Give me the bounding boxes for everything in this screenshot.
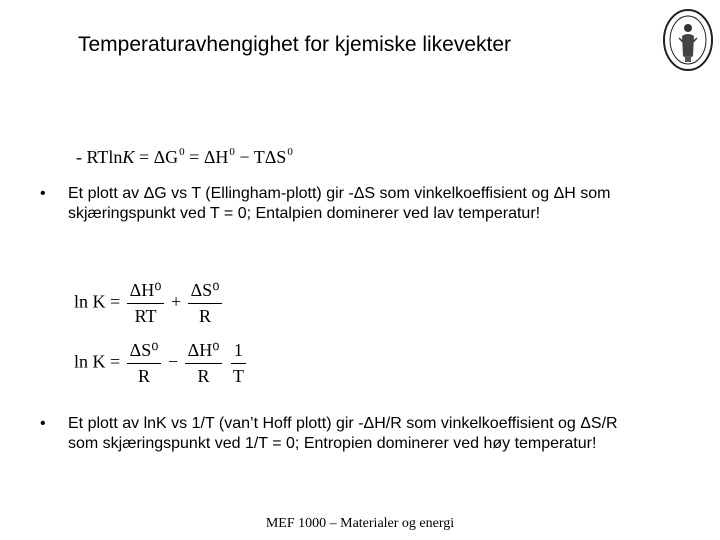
bullet-marker: • xyxy=(40,415,46,432)
eq3-frac-3 xyxy=(231,340,246,387)
eq3-den3: T xyxy=(232,366,244,386)
bullet-text: Et plott av ΔG vs T (Ellingham-plott) gir -ΔS som vinkelkoeffisient og ΔH som skjæringspunkt ved T = 0; Entalpien dominerer ved lav temperatur! xyxy=(68,185,611,222)
eq3-frac-1 xyxy=(127,340,162,387)
equation-lnk-2 xyxy=(74,340,248,387)
eq3-op: − xyxy=(167,351,179,372)
equation-lnk-1 xyxy=(74,280,224,327)
eq3-lhs: ln K = xyxy=(74,351,121,372)
eq2-num2: ΔS⁰ xyxy=(188,280,223,304)
eq2-frac-2 xyxy=(188,280,223,327)
eq-sup-c: 0 xyxy=(287,146,293,158)
eq2-num1: ΔH⁰ xyxy=(127,280,165,304)
eq2-den2: R xyxy=(199,306,212,326)
eq-prefix: - RTln xyxy=(76,147,123,167)
eq3-frac-2 xyxy=(185,340,223,387)
eq3-num1: ΔS⁰ xyxy=(127,340,162,364)
slide-title: Temperaturavhengighet for kjemiske likevekter xyxy=(78,33,512,56)
eq3-num2: ΔH⁰ xyxy=(185,340,223,364)
eq3-den1: R xyxy=(138,366,151,386)
eq3-den2: R xyxy=(197,366,210,386)
eq2-frac-1 xyxy=(127,280,165,327)
university-seal-logo xyxy=(662,8,714,72)
eq2-op: + xyxy=(170,291,182,312)
bullet-text: Et plott av lnK vs 1/T (van’t Hoff plott) gir -ΔH/R som vinkelkoeffisient og ΔS/R som skjæringspunkt ved 1/T = 0; Entropien dominerer ved høy temperatur! xyxy=(68,415,618,452)
eq-k: K xyxy=(122,147,135,167)
eq2-lhs: ln K = xyxy=(74,291,121,312)
eq-part2: = ΔH xyxy=(184,147,229,167)
eq-sup-b: 0 xyxy=(229,146,235,158)
eq-part1: = ΔG xyxy=(134,147,179,167)
slide-footer: MEF 1000 – Materialer og energi xyxy=(265,516,455,531)
eq3-num3: 1 xyxy=(231,340,246,364)
eq2-den1: RT xyxy=(134,306,157,326)
eq-part3: − TΔS xyxy=(234,147,287,167)
eq-sup-a: 0 xyxy=(179,146,185,158)
equation-main xyxy=(76,146,293,168)
bullet-marker: • xyxy=(40,185,46,202)
